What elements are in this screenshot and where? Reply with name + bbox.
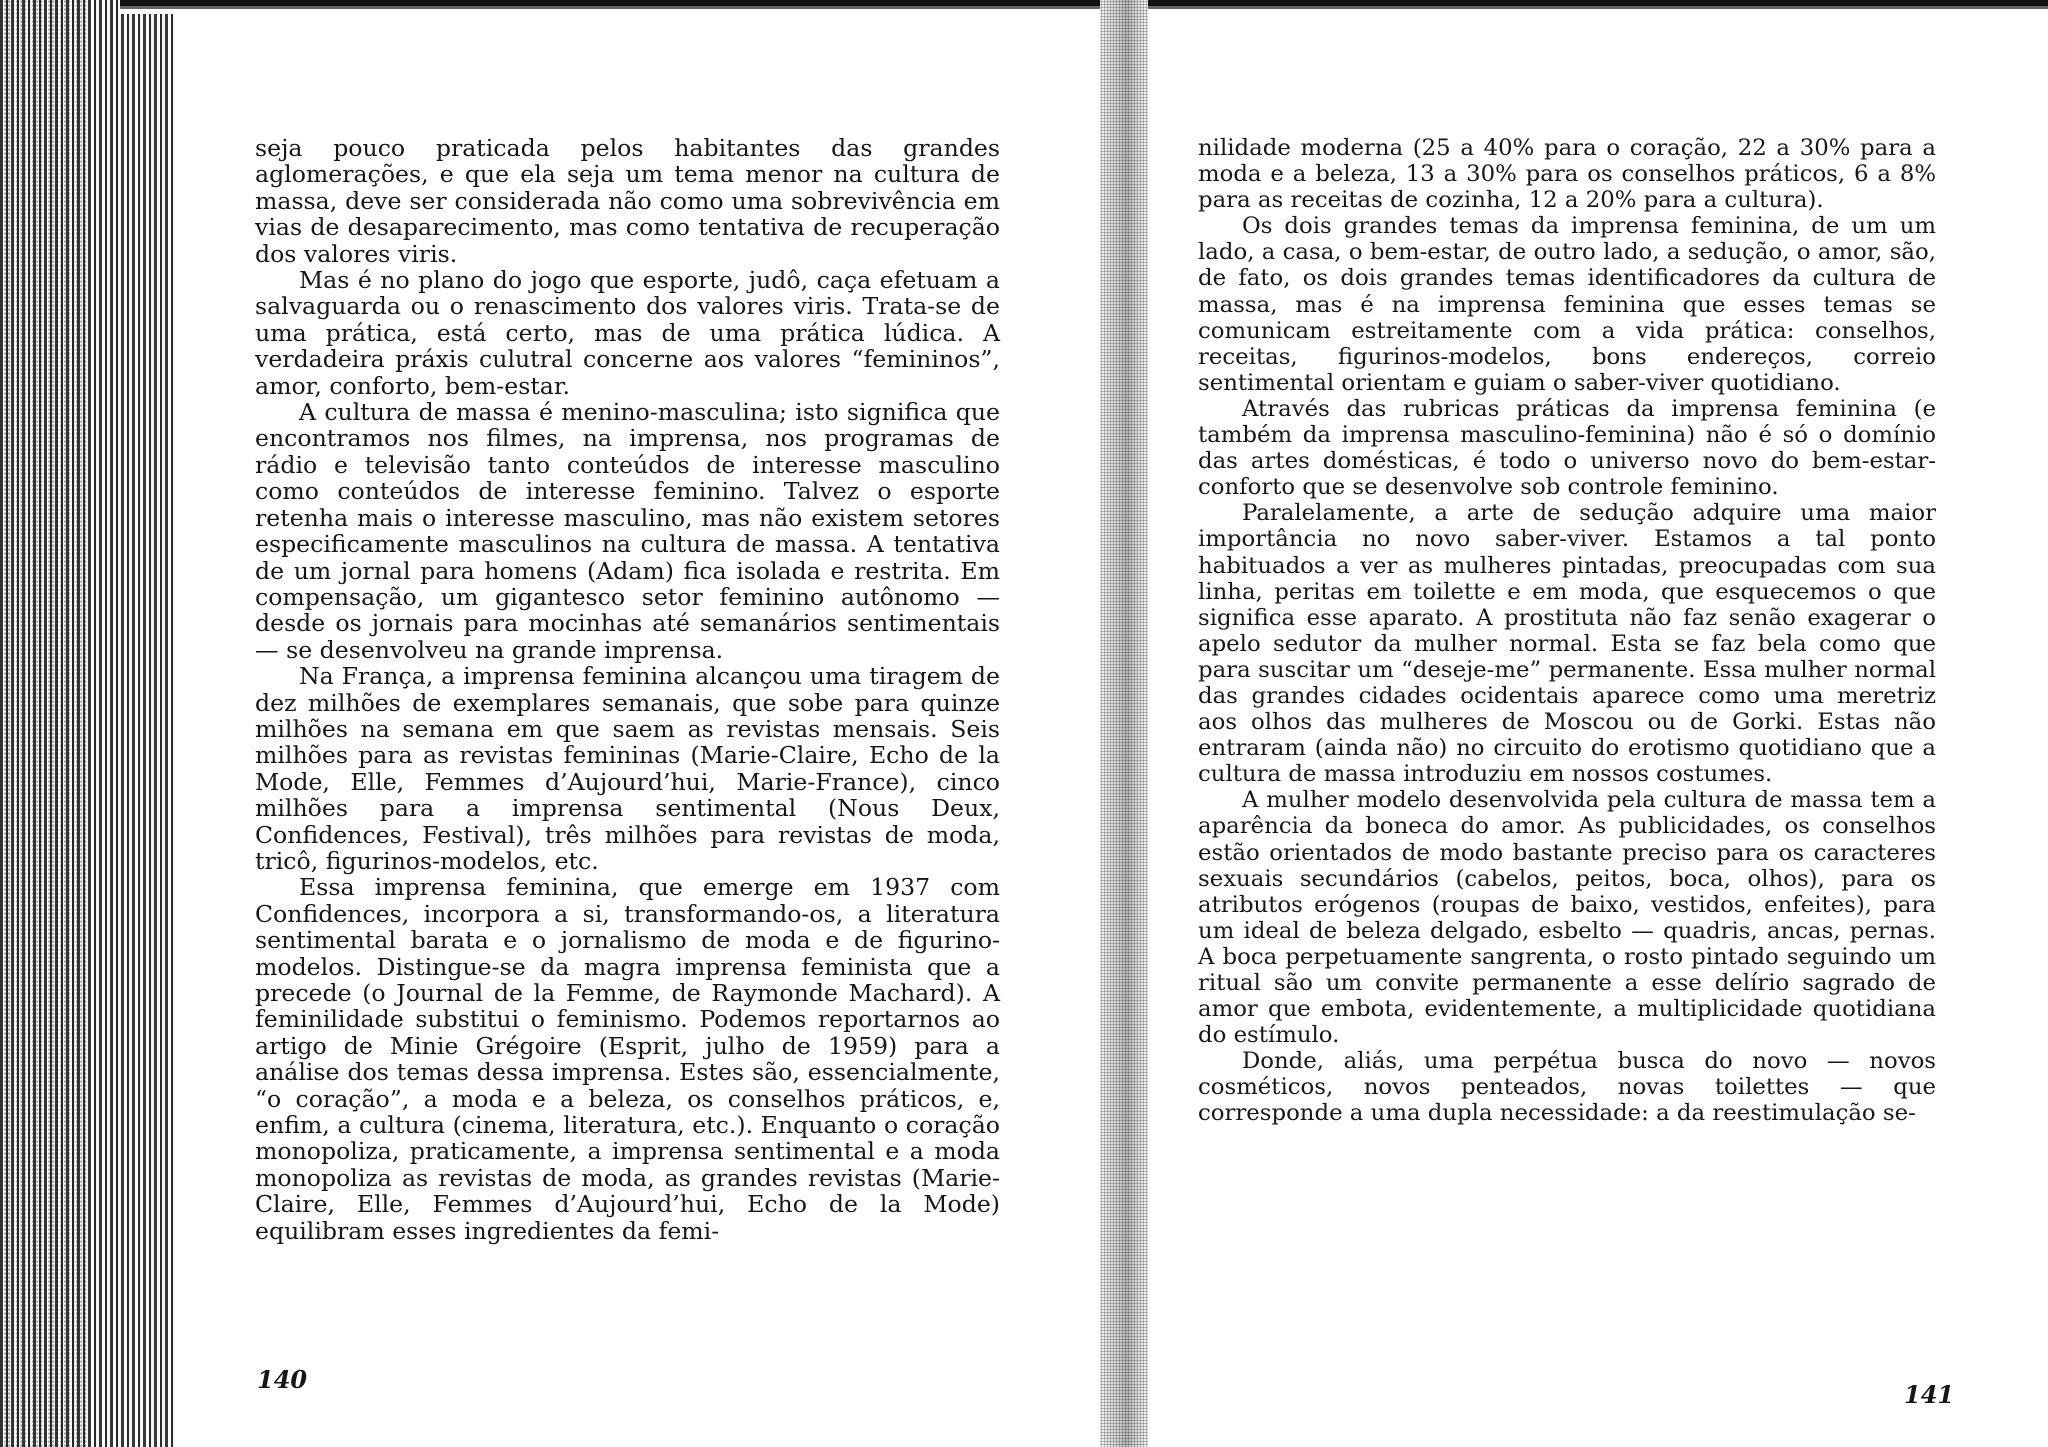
paragraph: A cultura de massa é menino-masculina; isto significa que encontramos nos filmes, na imprensa, nos programas de rádio e televisão tanto conteúdos de interesse masculino como conteúdos de interesse feminino. Talvez o esporte retenha mais o interesse masculino, mas não existem setores especificamente masculinos na cultura de massa. A tentativa de um jornal para homens (Adam) fica isolada e restrita. Em compensação, um gigantesco setor feminino autônomo — desde os jornais para mocinhas até semanários sentimentais — se desenvolveu na grande imprensa.: [255, 398, 1000, 664]
right-page-text: [1198, 135, 1936, 1127]
paragraph: Mas é no plano do jogo que esporte, judô, caça efetuam a salvaguarda ou o renascimento dos valores viris. Trata-se de uma prática, está certo, mas de uma prática lúdica. A verdadeira práxis culutral concerne aos valores “femininos”, amor, conforto, bem-estar.: [255, 266, 1000, 400]
top-scan-border: [120, 0, 2048, 14]
paragraph: Na França, a imprensa feminina alcançou uma tiragem de dez milhões de exemplares semanais, que sobe para quinze milhões na semana em que saem as revistas mensais. Seis milhões para as revistas femininas (Marie-Claire, Echo de la Mode, Elle, Femmes d’Aujourd’hui, Marie-France), cinco milhões para a imprensa sentimental (Nous Deux, Confidences, Festival), três milhões para revistas de moda, tricô, figurinos-modelos, etc.: [255, 662, 1000, 875]
paragraph: seja pouco praticada pelos habitantes das grandes aglomerações, e que ela seja um tema menor na cultura de massa, deve ser considerada não como uma sobrevivência em vias de desaparecimento, mas como tentativa de recuperação dos valores viris.: [255, 134, 1000, 268]
page-number-left: 140: [257, 1365, 308, 1394]
book-gutter: [1100, 0, 1148, 1447]
left-page-text: [255, 135, 1000, 1244]
paragraph: Os dois grandes temas da imprensa feminina, de um um lado, a casa, o bem-estar, de outro lado, a sedução, o amor, são, de fato, os dois grandes temas identificadores da cultura de massa, mas é na imprensa feminina que esses temas se comunicam estreitamente com a vida prática: conselhos, receitas, figurinos-modelos, bons endereços, correio sentimental orientam e guiam o saber-viver quotidiano.: [1198, 213, 1936, 396]
page-edge-shadow: [0, 0, 175, 1447]
page-number-right: 141: [1904, 1380, 1955, 1409]
paragraph: nilidade moderna (25 a 40% para o coração, 22 a 30% para a moda e a beleza, 13 a 30% para os conselhos práticos, 6 a 8% para as receitas de cozinha, 12 a 20% para a cultura).: [1198, 135, 1936, 214]
paragraph: A mulher modelo desenvolvida pela cultura de massa tem a aparência da boneca do amor. As publicidades, os conselhos estão orientados de modo bastante preciso para os caracteres sexuais secundários (cabelos, peitos, boca, olhos), para os atributos erógenos (roupas de baixo, vestidos, enfeites), para um ideal de beleza delgado, esbelto — quadris, ancas, pernas. A boca perpetuamente sangrenta, o rosto pintado seguindo um ritual são um convite permanente a esse delírio sagrado de amor que embota, evidentemente, a multiplicidade quotidiana do estímulo.: [1198, 787, 1936, 1049]
paragraph: Paralelamente, a arte de sedução adquire uma maior importância no novo saber-viver. Estamos a tal ponto habituados a ver as mulheres pintadas, preocupadas com sua linha, peritas em toilette e em moda, que esquecemos o que significa esse aparato. A prostituta não faz senão exagerar o apelo sedutor da mulher normal. Esta se faz bela como que para suscitar um “deseje-me” permanente. Essa mulher normal das grandes cidades ocidentais aparece como uma meretriz aos olhos das mulheres de Moscou ou de Gorki. Estas não entraram (ainda não) no circuito do erotismo quotidiano que a cultura de massa introduziu em nossos costumes.: [1198, 500, 1936, 788]
paragraph: Através das rubricas práticas da imprensa feminina (e também da imprensa masculino-feminina) não é só o domínio das artes domésticas, é todo o universo novo do bem-estar-conforto que se desenvolve sob controle feminino.: [1198, 395, 1936, 501]
paragraph: Essa imprensa feminina, que emerge em 1937 com Confidences, incorpora a si, transformando-os, a literatura sentimental barata e o jornalismo de moda e de figurino-modelos. Distingue-se da magra imprensa feminista que a precede (o Journal de la Femme, de Raymonde Machard). A feminilidade substitui o feminismo. Podemos reportarnos ao artigo de Minie Grégoire (Esprit, julho de 1959) para a análise dos temas dessa imprensa. Estes são, essencialmente, “o coração”, a moda e a beleza, os conselhos práticos, e, enfim, a cultura (cinema, literatura, etc.). Enquanto o coração monopoliza, praticamente, a imprensa sentimental e a moda monopoliza as revistas de moda, as grandes revistas (Marie-Claire, Elle, Femmes d’Aujourd’hui, Echo de la Mode) equilibram esses ingredientes da femi-: [255, 873, 1000, 1245]
paragraph: Donde, aliás, uma perpétua busca do novo — novos cosméticos, novos penteados, novas toilettes — que corresponde a uma dupla necessidade: a da reestimulação se-: [1198, 1048, 1936, 1127]
